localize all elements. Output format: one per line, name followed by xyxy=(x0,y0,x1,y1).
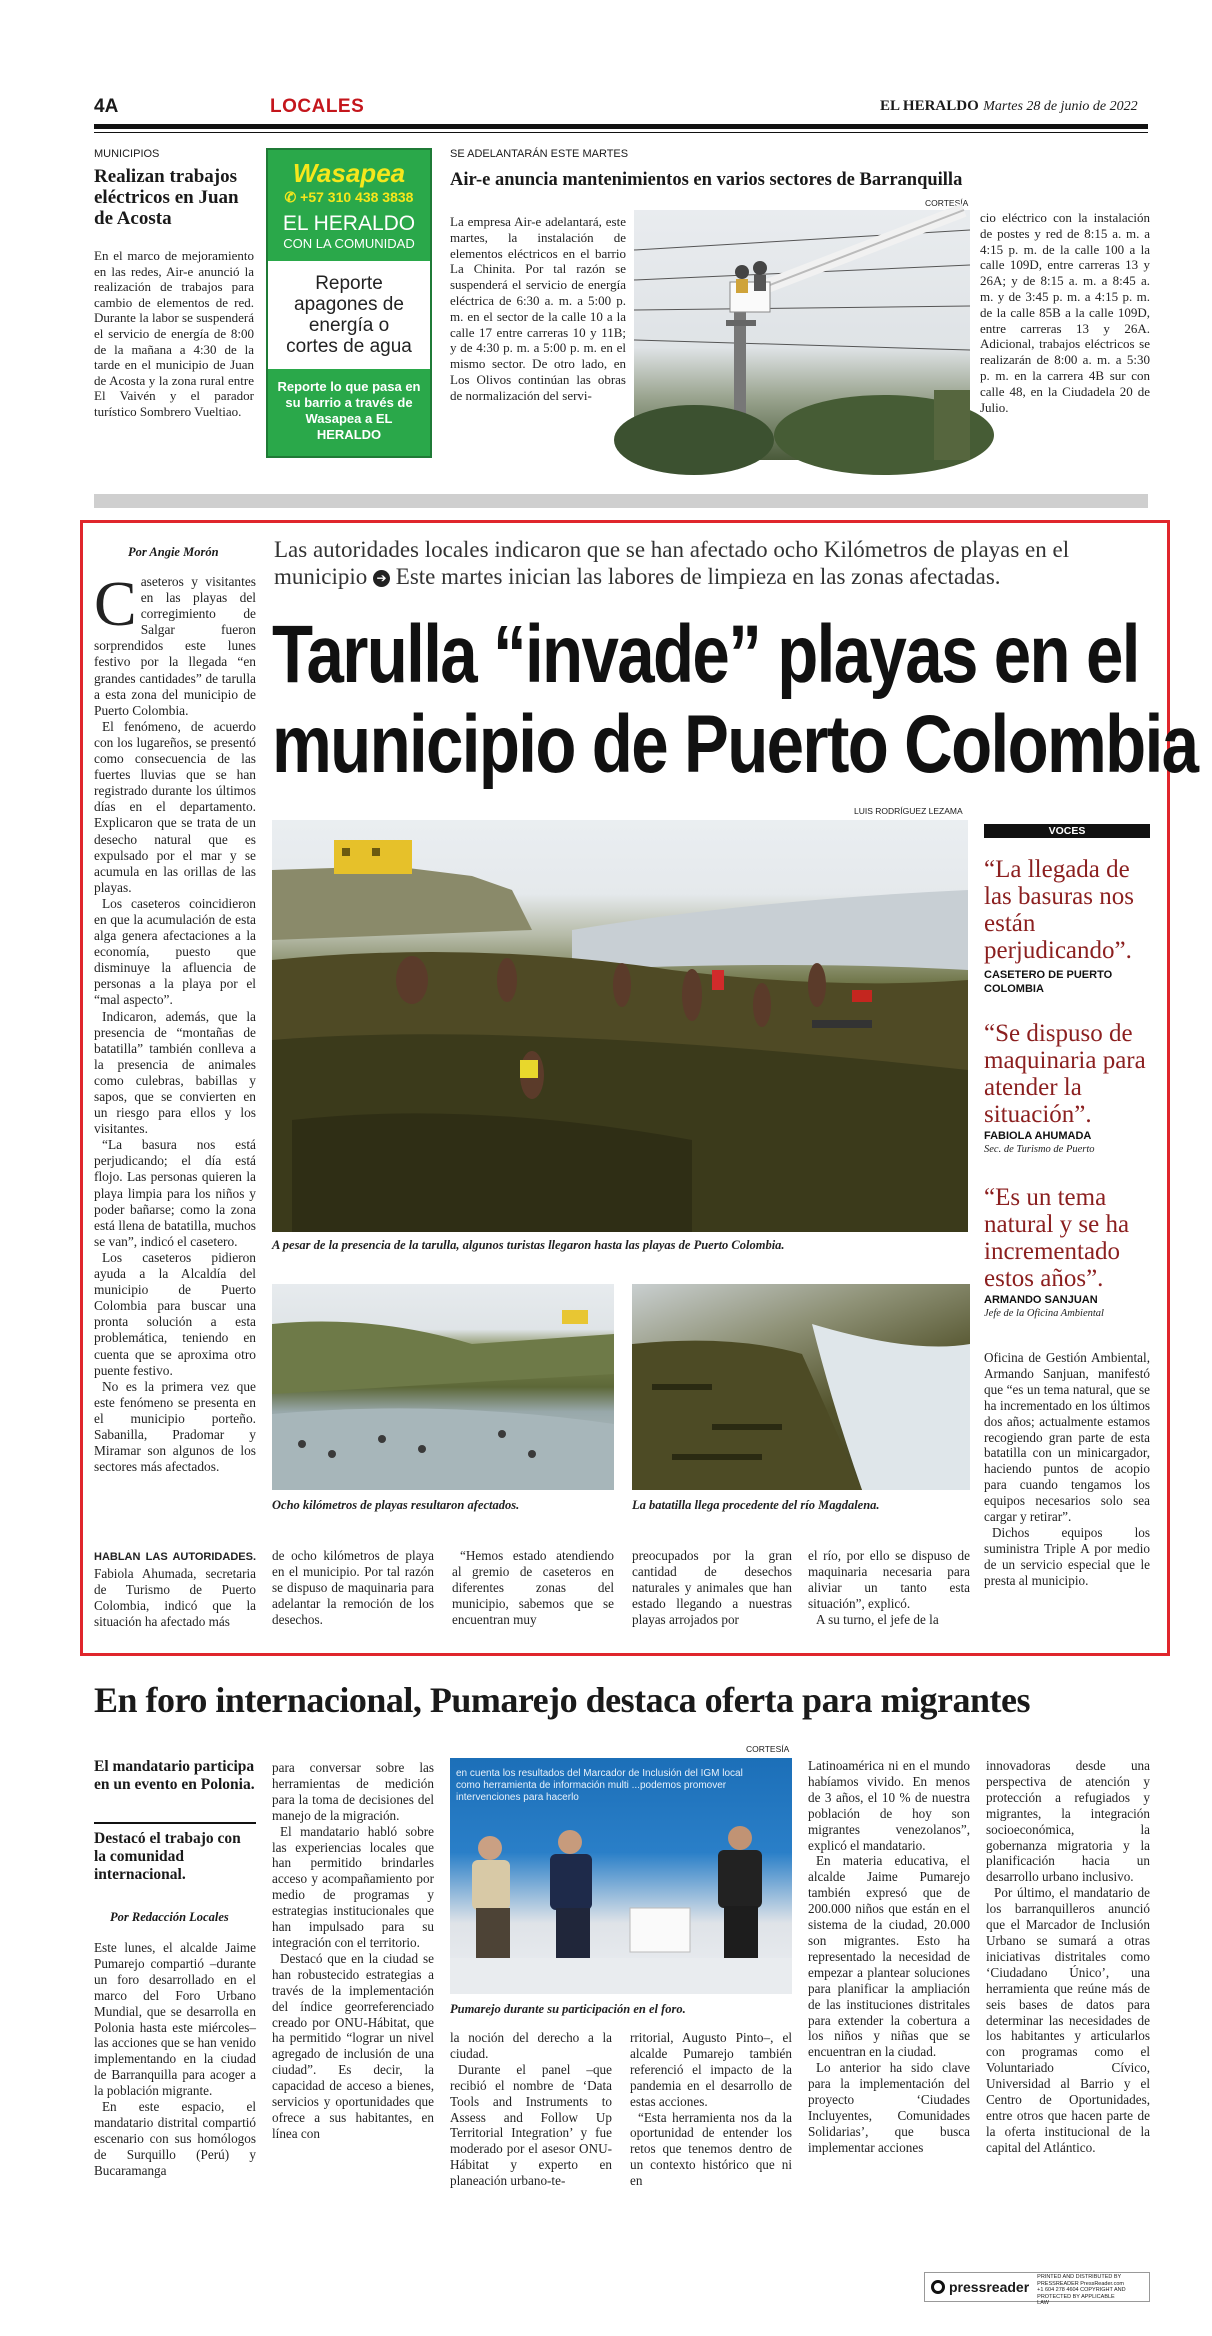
caption-small-2: La batatilla llega procedente del río Magdalena. xyxy=(632,1498,880,1512)
photo-beach-small-2 xyxy=(632,1284,970,1490)
second-bot-col2-p1: rritorial, Augusto Pinto–, el alcalde Pumarejo también referenció el impacto de la pandemia en el desarrollo de estas acciones. xyxy=(630,2030,792,2109)
subhead-p xyxy=(94,1548,256,1630)
quote-1: “La llegada de las basuras nos están perjudicando”. xyxy=(984,856,1134,964)
quote-3: “Es un tema natural y se ha incrementado estos años”. xyxy=(984,1184,1130,1292)
bottom-col5-p2: A su turno, el jefe de la xyxy=(816,1611,939,1627)
photo-credit-top: CORTESÍA xyxy=(925,198,969,208)
dropcap: C xyxy=(94,568,137,639)
second-headline: En foro internacional, Pumarejo destaca oferta para migrantes xyxy=(94,1680,1031,1720)
main-right-p2: Dichos equipos los suministra Triple A por medio de un servicio especial que le presta al municipio. xyxy=(984,1524,1150,1588)
byline-redaccion: Por Redacción Locales xyxy=(110,1910,229,1924)
second-bot-col2-p2: “Esta herramienta nos da la oportunidad de entender los retos que tenemos dentro de un contexto histórico que ni en xyxy=(630,2109,792,2189)
photo-electric-workers xyxy=(634,210,970,460)
main-bottom-col2: de ocho kilómetros de playa en el municipio. Por tal razón se dispuso de maquinaria para adelantar la remoción de los desechos. xyxy=(272,1548,434,1627)
second-col4-p1: Latinoamérica ni en el mundo habíamos vivido. En menos de 3 años, el 10 % de nuestra población de hoy son migrantes venezolanos”, explicó el mandatario. xyxy=(808,1758,970,1853)
air-e-col1: La empresa Air-e adelantará, este martes, la instalación de elementos eléctricos en el barrio La Chinita. Por tal razón se suspenderá el servicio de energía eléctrica de 6:30 a. m. a 5:00 p. m. en el sector de la calle 10 a la calle 17 entre carreras 10 y 11B; y de 4:30 p. m. a 5:00 p. m. en el mismo sector. De otro lado, en Los Olivos continúan las obras de normalización del servi- xyxy=(450,214,626,403)
second-col1-p2: En este espacio, el mandatario distrital compartió escenario con sus homólogos de Surquillo (Perú) y Bucaramanga xyxy=(94,2099,256,2178)
wasapea-tagline: CON LA COMUNIDAD xyxy=(283,236,415,251)
pressreader-small: PRINTED AND DISTRIBUTED BY PRESSREADER PressReader.com +1 604 278 4604 COPYRIGHT AND PROTECTED BY APPLICABLE LAW xyxy=(1037,2274,1126,2306)
masthead-date xyxy=(880,98,1138,115)
main-headline-2: municipio de Puerto Colombia xyxy=(272,699,1198,790)
pressreader-brand: pressreader xyxy=(949,2279,1030,2295)
main-right-p1: Oficina de Gestión Ambiental, Armando Sanjuan, manifestó que “es un tema natural, que se ha incrementado en los últimos dos años; actualmente estamos recogiendo gran parte de esta batatilla con un minicargador, haciendo puntos de acopio para cuando tengamos los equipos necesarios solo sea cargar y retirar”. xyxy=(984,1350,1150,1525)
byline-angie xyxy=(128,545,219,560)
deck-part-2: Este martes inician las labores de limpieza en las zonas afectadas. xyxy=(395,564,1001,589)
point-2: Destacó el trabajo con la comunidad internacional. xyxy=(94,1830,241,1883)
photo-credit-forum: CORTESÍA xyxy=(746,1744,790,1754)
main-bottom-col4: preocupados por la gran cantidad de desechos naturales y animales que han estado llegando a nuestras playas arrojados por xyxy=(632,1548,792,1627)
wasapea-paper: EL HERALDO xyxy=(282,212,416,235)
headline-air-e: Air-e anuncia mantenimientos en varios sectores de Barranquilla xyxy=(450,170,963,190)
main-left-p1-text: aseteros y visitantes en las playas del corregimiento de Salgar fueron sorprendidos este lunes festivo por la llegada “en grandes cantidades” de tarulla a esta zona del municipio de Puerto Colombia. xyxy=(94,574,256,718)
headline-juan-de-acosta: Realizan trabajos eléctricos en Juan de Acosta xyxy=(94,166,239,229)
second-bot-col1-p2: Durante el panel –que recibió el nombre de ‘Data Tools and Instruments to Assess and Follow Up Territorial Integration’ y fue moderado por el asesor ONU-Hábitat y experto en planeación urbano-te- xyxy=(450,2061,612,2189)
main-right-column xyxy=(984,1350,1150,1589)
section-label: LOCALES xyxy=(270,96,365,117)
main-left-p6: Los caseteros pidieron ayuda a la Alcaldía del municipio de Puerto Colombia para buscar una pronta solución a esta problemática, teniendo en cuenta que se aproxima otro puente festivo. xyxy=(94,1249,256,1378)
main-left-p5: “La basura nos está perjudicando; el día está flojo. Las personas quieren la playa limpia para los niños y poder bañarse; como la zona está llena de batatilla, muchos se van”, indicó el casetero. xyxy=(94,1137,256,1249)
deck-part-1: Las autoridades locales indicaron que se han afectado ocho Kilómetros de playas en el municipio xyxy=(274,537,1070,589)
main-bottom-col3: “Hemos estado atendiendo al gremio de caseteros en diferentes zonas del municipio, sabemos que se encuentran muy xyxy=(452,1548,614,1627)
forum-screen-text: en cuenta los resultados del Marcador de Inclusión del IGM local como herramienta de información multi ...podemos promover intervenciones para hacerlo xyxy=(456,1768,743,1803)
main-left-p4: Indicaron, además, que la presencia de “montañas de batatilla” también conlleva a la presencia de animales como culebras, babillas y sapos, que se convierten en un riesgo para ellos y los visitantes. xyxy=(94,1008,256,1137)
arrow-circle-icon: ➔ xyxy=(373,570,390,587)
subhead-authorities: HABLAN LAS AUTORIDADES. xyxy=(94,1551,256,1563)
header-rule-thin xyxy=(94,132,1148,133)
wasapea-ad xyxy=(266,148,432,458)
separator-bar xyxy=(94,494,1148,508)
page-number: 4A xyxy=(94,96,119,117)
beach-small-1-illustration xyxy=(272,1284,614,1490)
story-juan-de-acosta: En el marco de mejoramiento en las redes, Air-e anunció la realización de trabajos para cambio de elementos de red. Durante la labor se suspenderá el servicio de energía de 8:00 de la mañana a 4:30 de la tarde en el municipio de Juan de Acosta y la zona rural entre El Vaivén y el parador turístico Sombrero Vueltiao. xyxy=(94,248,254,419)
wasapea-middle: Reporte apagones de energía o cortes de agua xyxy=(268,261,430,369)
second-bot-col1-p1: la noción del derecho a la ciudad. xyxy=(450,2030,612,2061)
bucket-truck-illustration xyxy=(634,210,970,460)
panel-speakers-illustration xyxy=(450,1758,792,1994)
paper-name: EL HERALDO xyxy=(880,98,979,114)
voces-label: VOCES xyxy=(1048,825,1086,837)
voces-header xyxy=(984,824,1150,838)
beach-small-2-illustration xyxy=(632,1284,970,1490)
bottom-col5-p1: el río, por ello se dispuso de maquinaria necesaria para aliviar un tanto esta situación”, explicó. xyxy=(808,1548,970,1611)
main-left-column xyxy=(94,568,256,1475)
photo-beach-tarulla xyxy=(272,820,968,1232)
kicker-municipios: MUNICIPIOS xyxy=(94,148,160,160)
second-col5-p2: Por último, el mandatario de los barranquilleros anunció que el Marcador de Inclusión Urbano se sumará a otras iniciativas distritales como ‘Ciudadano Único’, una herramienta que reúne más de seis bases de datos para determinar las necesidades de los habitantes y articularlos con programas como el Voluntariado Cívico, Universidad al Barrio y el Centro de Oportunidades, entre otros que hacen parte de la oferta institucional de la capital del Atlántico. xyxy=(986,1885,1150,2155)
photo-credit-main: LUIS RODRÍGUEZ LEZAMA xyxy=(854,806,963,816)
second-col4-p3: Lo anterior ha sido clave para la implementación del proyecto ‘Ciudades Incluyentes, Comunidades Solidarias’, que busca implementar acciones xyxy=(808,2060,970,2155)
whatsapp-icon: ✆ xyxy=(284,189,297,205)
point-divider xyxy=(94,1822,256,1824)
main-bottom-col1 xyxy=(94,1548,256,1630)
second-bot-col2 xyxy=(630,2030,792,2189)
bottom-col1-text: Fabiola Ahumada, secretaria de Turismo de Puerto Colombia, indicó que la situación ha afectado más xyxy=(94,1565,256,1629)
second-col5-p1: innovadoras desde una perspectiva de atención y protección a refugiados y migrantes, la integración socioeconómica, la gobernanza migratoria y la planificación hacia un desarrollo urbano inclusivo. xyxy=(986,1758,1150,1885)
main-bottom-col5 xyxy=(808,1548,970,1628)
wasapea-bottom: Reporte lo que pasa en su barrio a través de Wasapea a EL HERALDO xyxy=(277,379,421,442)
main-left-p3: Los caseteros coincidieron en que la acumulación de esta alga genera afectaciones a la economía, puesto que disminuye la afluencia de personas a la playa por el “mal aspecto”. xyxy=(94,895,256,1008)
kicker-se-adelantaran: SE ADELANTARÁN ESTE MARTES xyxy=(450,148,629,160)
wasapea-phone xyxy=(268,189,430,206)
quote-2: “Se dispuso de maquinaria para atender la situación”. xyxy=(984,1020,1146,1128)
main-left-p1 xyxy=(94,568,256,719)
pressreader-badge[interactable] xyxy=(924,2272,1150,2306)
quote-2-name: FABIOLA AHUMADA xyxy=(984,1130,1092,1142)
second-col2 xyxy=(272,1760,434,2142)
caption-forum: Pumarejo durante su participación en el foro. xyxy=(450,2002,686,2016)
second-col2-p1: para conversar sobre las herramientas de medición para la toma de decisiones del manejo de la migración. xyxy=(272,1760,434,1823)
second-col1-p1: Este lunes, el alcalde Jaime Pumarejo compartió –durante un foro desarrollado en el marco del Foro Urbano Mundial, que se desarrolla en Polonia hasta este miércoles– las acciones que se han venido implementando en la ciudad de Barranquilla para acoger a la población migrante. xyxy=(94,1940,256,2099)
photo-beach-small-1 xyxy=(272,1284,614,1490)
quote-1-name: CASETERO DE PUERTO COLOMBIA xyxy=(984,969,1113,995)
quote-2-role: Sec. de Turismo de Puerto xyxy=(984,1144,1095,1155)
second-col1 xyxy=(94,1940,256,2179)
quote-3-role: Jefe de la Oficina Ambiental xyxy=(984,1308,1104,1319)
quote-3-name: ARMANDO SANJUAN xyxy=(984,1294,1098,1306)
air-e-col2: cio eléctrico con la instalación de postes y red de 8:15 a. m. a 4:15 p. m. de la calle 100 a la calle 109D, entre carreras 13 y 26A; y de 8:15 a. m. a 8:45 a. m. y de 3:45 p. m. a 4:15 p. m. de la calle 85B a la calle 109D, entre carreras 13 y 26A. Adicional, trabajos eléctricos se realizarán de 8:00 a. m. a 5:30 p. m. en la carrera 4B sur con calle 48, en la Ciudadela 20 de Julio. xyxy=(980,210,1150,415)
main-left-p2: El fenómeno, de acuerdo con los lugareños, se presentó como consecuencia de las fuertes lluvias que se han registrado durante los últimos días en el departamento. Explicaron que se trata de un desecho natural que es expulsado por el mar y se acumula en las orillas de las playas. xyxy=(94,718,256,895)
main-left-p7: No es la primera vez que este fenómeno se presenta en el municipio porteño. Sabanilla, Pradomar y Miramar son algunos de los sectores más afectados. xyxy=(94,1378,256,1475)
beach-scene-illustration xyxy=(272,820,968,1232)
wasapea-brand: Wasapea xyxy=(292,158,406,188)
photo-forum-panel xyxy=(450,1758,792,1994)
point-1: El mandatario participa en un evento en Polonia. xyxy=(94,1758,255,1793)
caption-main-photo: A pesar de la presencia de la tarulla, algunos turistas llegaron hasta las playas de Puerto Colombia. xyxy=(272,1238,785,1252)
date-text: Martes 28 de junio de 2022 xyxy=(983,99,1138,114)
second-col4 xyxy=(808,1758,970,2156)
second-col5 xyxy=(986,1758,1150,2156)
second-col2-p3: Destacó que en la ciudad se han robustecido estrategias a través de la implementación del índice georreferenciado creado por ONU-Hábitat, que ha permitido “lograr un nivel agregado de inclusión de una ciudad”. Es decir, la capacidad de acceso a bienes, servicios y oportunidades que ofrece a sus habitantes, en línea con xyxy=(272,1950,434,2141)
second-col4-p2: En materia educativa, el alcalde Jaime Pumarejo también expresó que de 200.000 niños que están en el sistema de la ciudad, 20.000 son migrantes. Esto ha representado la necesidad de empezar a plantear soluciones para planificar la ampliación de las instituciones distritales para extender la cobertura a los niños y niñas que se encuentran en la ciudad. xyxy=(808,1853,970,2060)
header-rule xyxy=(94,124,1148,129)
byline-text: Por Angie Morón xyxy=(128,545,219,559)
main-headline-1: Tarulla “invade” playas en el xyxy=(272,609,1139,700)
second-bot-col1 xyxy=(450,2030,612,2189)
pressreader-logo-icon xyxy=(931,2280,945,2294)
caption-small-1: Ocho kilómetros de playas resultaron afectados. xyxy=(272,1498,520,1512)
phone-text: +57 310 438 3838 xyxy=(300,189,414,205)
second-col2-p2: El mandatario habló sobre las experiencias locales que han permitido brindarles acceso y acompañamiento por medio de programas y estrategias institucionales que han impulsado para su integración con el territorio. xyxy=(272,1823,434,1950)
main-deck xyxy=(274,536,1144,590)
